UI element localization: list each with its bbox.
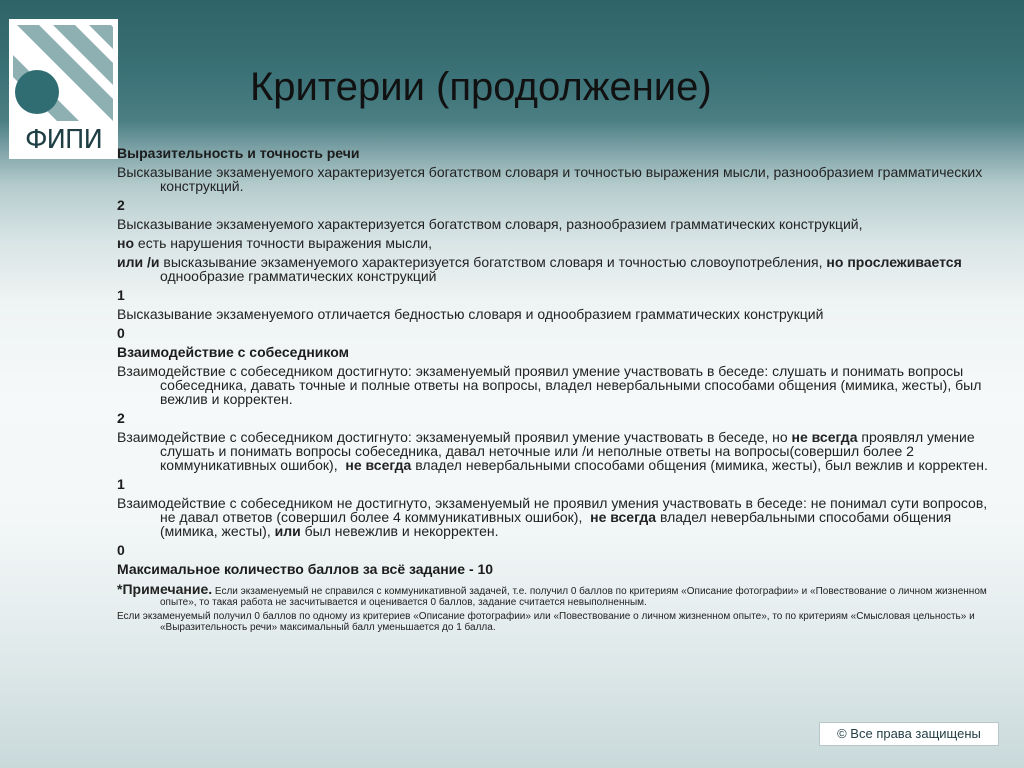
criterion-text-part: владел невербальными способами общения (мимика, жесты), bbox=[160, 509, 952, 539]
criterion-text bbox=[117, 430, 997, 472]
criterion-text-part: был невежлив и некорректен. bbox=[300, 523, 499, 539]
footnote-continued: Если экзаменуемый получил 0 баллов по одному из критериев «Описание фотографии» или «Повествование о личном жизненном опыте», то по критериям «Смысловая цельность» и «Выразительность речи» максимальный балл уменьшается до 1 балла. bbox=[117, 611, 975, 633]
emphasis: не всегда bbox=[345, 457, 412, 473]
copyright-badge: © Все права защищены bbox=[819, 722, 999, 746]
score-value: 2 bbox=[117, 410, 125, 426]
score-value: 2 bbox=[117, 197, 125, 213]
logo-text: ФИПИ bbox=[25, 125, 102, 155]
criterion-text: Высказывание экзаменуемого характеризуется богатством словаря, разнообразием грамматических конструкций, bbox=[117, 216, 863, 232]
criterion-text-part: однообразие грамматических конструкций bbox=[160, 268, 437, 284]
criteria-content bbox=[117, 146, 997, 633]
criterion-text: Высказывание экзаменуемого характеризуется богатством словаря и точностью выражения мысли, разнообразием грамматических конструкций. bbox=[117, 164, 983, 194]
criterion-text: Взаимодействие с собеседником достигнуто: экзаменуемый проявил умение участвовать в беседе: слушать и понимать вопросы собеседника, давать точные и полные ответы на вопросы, владел невербальными способами общения (мимика, жесты), был вежлив и корректен. bbox=[117, 363, 982, 407]
footnote-text: Если экзаменуемый не справился с коммуникативной задачей, т.е. получил 0 баллов по критериям «Описание фотографии» и «Повествование о личном жизненном опыте», то такая работа не засчитывается и оценивается 0 баллов, задание считается невыполненным. bbox=[160, 586, 987, 608]
footnote bbox=[117, 581, 997, 608]
score-value: 1 bbox=[117, 476, 125, 492]
criterion-text bbox=[117, 255, 997, 283]
criterion-text bbox=[117, 496, 997, 538]
emphasis: не всегда bbox=[590, 509, 657, 525]
criterion-text-part: высказывание экзаменуемого характеризуется богатством словаря и точностью словоупотребления, bbox=[159, 254, 823, 270]
score-value: 0 bbox=[117, 542, 125, 558]
criterion-text-part: Взаимодействие с собеседником не достигнуто, экзаменуемый не проявил умения участвовать в беседе: не понимал сути вопросов, не давал ответов (совершил более 4 коммуникативных ошибок), bbox=[117, 495, 988, 525]
criterion-text-part: проявлял умение слушать и понимать вопросы собеседника, давал неточные или /и неполные ответы на вопросы(совершил более 2 коммуникативных ошибок), bbox=[160, 429, 975, 473]
criterion-text-part: Взаимодействие с собеседником достигнуто: экзаменуемый проявил умение участвовать в беседе, но bbox=[117, 429, 788, 445]
score-value: 1 bbox=[117, 287, 125, 303]
criterion-text-part: владел невербальными способами общения (мимика, жесты), был вежлив и корректен. bbox=[411, 457, 988, 473]
emphasis: но bbox=[117, 235, 135, 251]
criterion-text-part: есть нарушения точности выражения мысли, bbox=[134, 235, 432, 251]
emphasis: не всегда bbox=[791, 429, 858, 445]
fipi-logo bbox=[9, 19, 118, 159]
criterion-text: Высказывание экзаменуемого отличается бедностью словаря и однообразием грамматических конструкций bbox=[117, 306, 824, 322]
footnote-label: *Примечание. bbox=[117, 581, 213, 597]
section-title-interaction: Взаимодействие с собеседником bbox=[117, 344, 349, 360]
section-title-expressiveness: Выразительность и точность речи bbox=[117, 145, 360, 161]
emphasis: или bbox=[274, 523, 301, 539]
emphasis: или /и bbox=[117, 254, 160, 270]
slide-title: Критерии (продолжение) bbox=[250, 65, 712, 109]
score-value: 0 bbox=[117, 325, 125, 341]
emphasis: но прослеживается bbox=[826, 254, 962, 270]
criterion-text bbox=[117, 236, 997, 250]
max-score: Максимальное количество баллов за всё задание - 10 bbox=[117, 561, 494, 577]
logo-emblem-icon bbox=[9, 19, 118, 127]
